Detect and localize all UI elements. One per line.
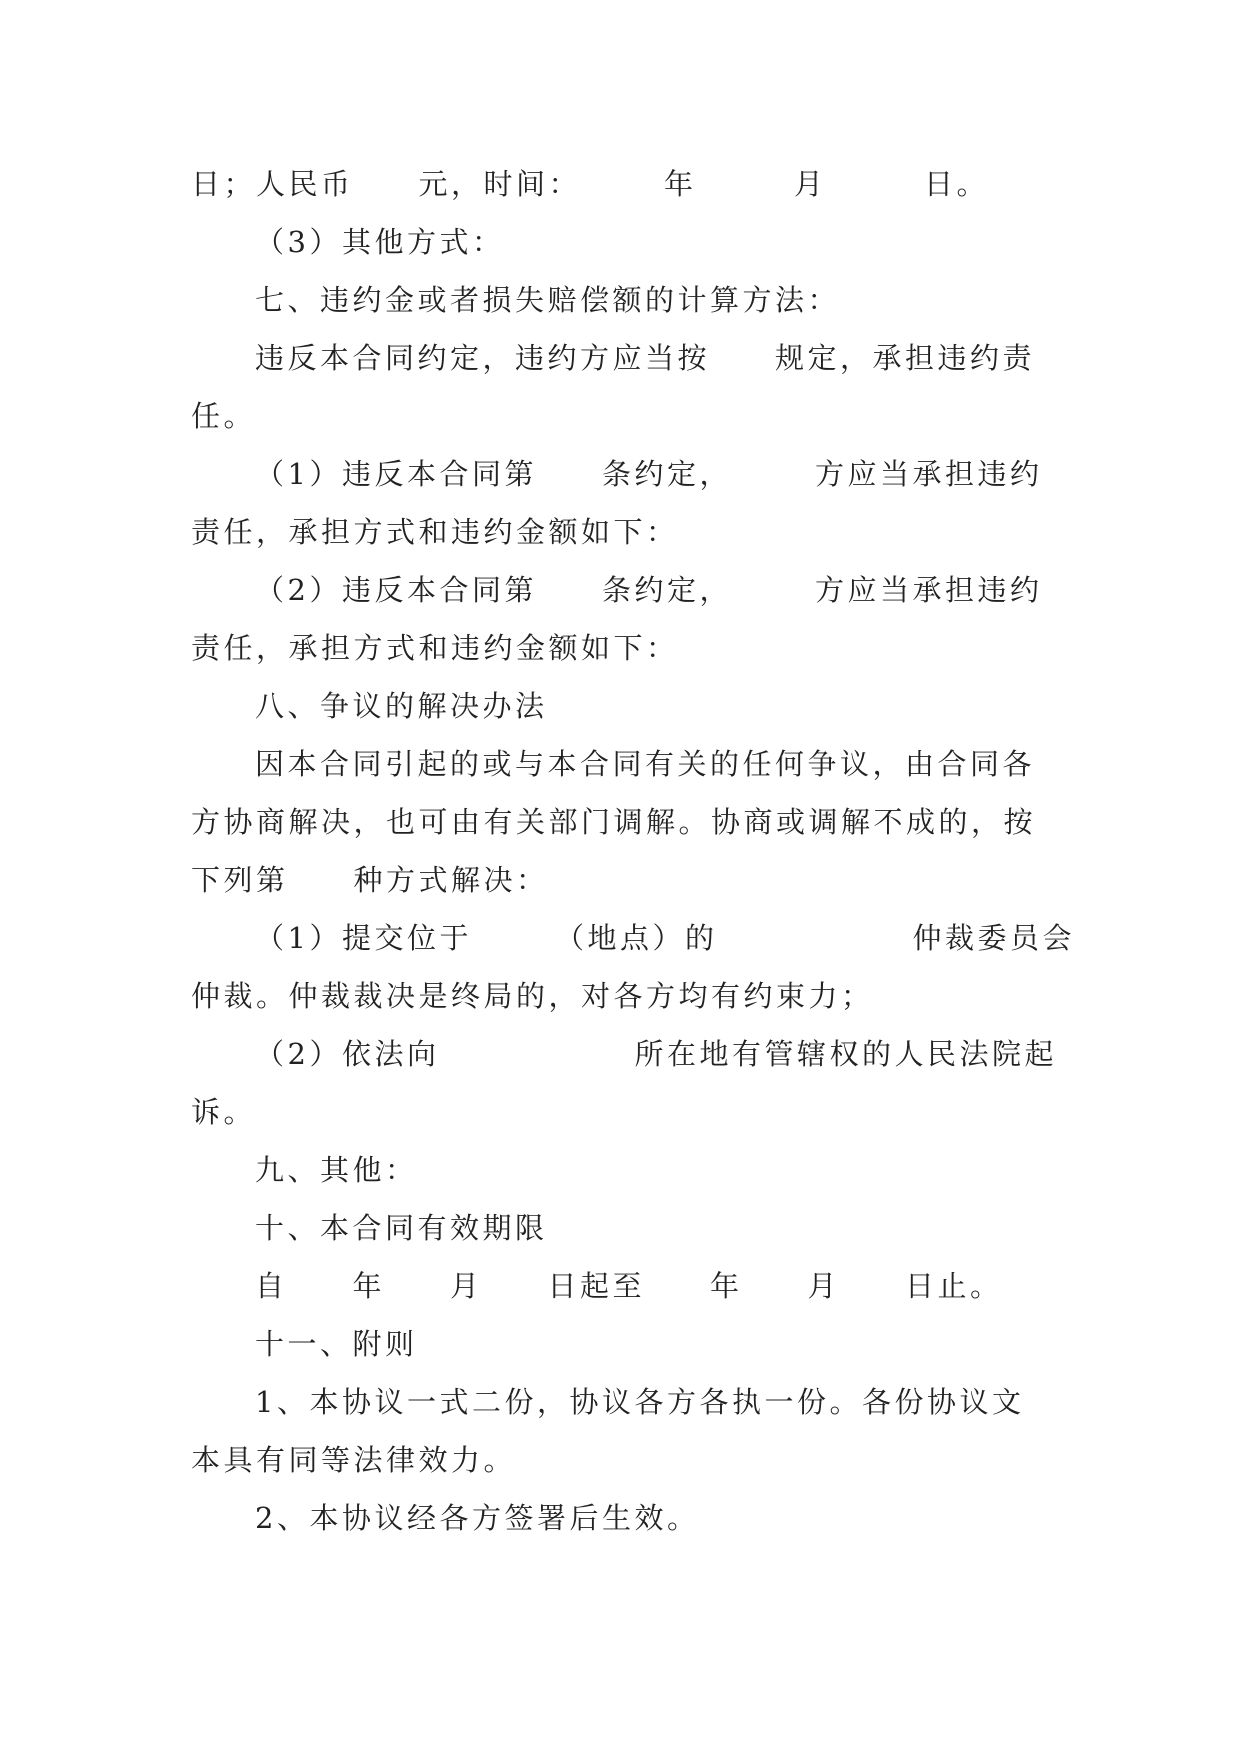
- text-line: 本具有同等法律效力。: [191, 1443, 517, 1477]
- text-line: 1、本协议一式二份，协议各方各执一份。各份协议文: [255, 1385, 1025, 1419]
- text-line: 自 年 月 日起至 年 月 日止。: [255, 1269, 1003, 1303]
- text-line: 2、本协议经各方签署后生效。: [255, 1501, 700, 1535]
- text-line: 违反本合同约定，违约方应当按 规定，承担违约责: [255, 341, 1036, 375]
- text-line: 责任，承担方式和违约金额如下：: [191, 515, 679, 549]
- text-line: 责任，承担方式和违约金额如下：: [191, 631, 679, 665]
- text-line: 诉。: [191, 1095, 257, 1129]
- text-line: 日；人民币 元，时间： 年 月 日。: [191, 167, 990, 201]
- text-line: （1）提交位于 （地点）的 仲裁委员会: [255, 921, 1075, 955]
- text-line: 仲裁。仲裁裁决是终局的，对各方均有约束力；: [191, 979, 874, 1013]
- text-line: 因本合同引起的或与本合同有关的任何争议，由合同各: [255, 747, 1036, 781]
- text-line: （1）违反本合同第 条约定， 方应当承担违约: [255, 457, 1043, 491]
- text-line: （2）依法向 所在地有管辖权的人民法院起: [255, 1037, 1057, 1071]
- text-line: （3）其他方式：: [255, 225, 505, 259]
- section-heading-9: 九、其他：: [255, 1153, 418, 1187]
- text-line: 方协商解决，也可由有关部门调解。协商或调解不成的，按: [191, 805, 1037, 839]
- section-heading-10: 十、本合同有效期限: [255, 1211, 548, 1245]
- text-line: （2）违反本合同第 条约定， 方应当承担违约: [255, 573, 1043, 607]
- section-heading-7: 七、违约金或者损失赔偿额的计算方法：: [255, 283, 841, 317]
- text-line: 下列第 种方式解决：: [191, 863, 549, 897]
- text-line: 任。: [191, 399, 257, 433]
- section-heading-11: 十一、附则: [255, 1327, 418, 1361]
- section-heading-8: 八、争议的解决办法: [255, 689, 548, 723]
